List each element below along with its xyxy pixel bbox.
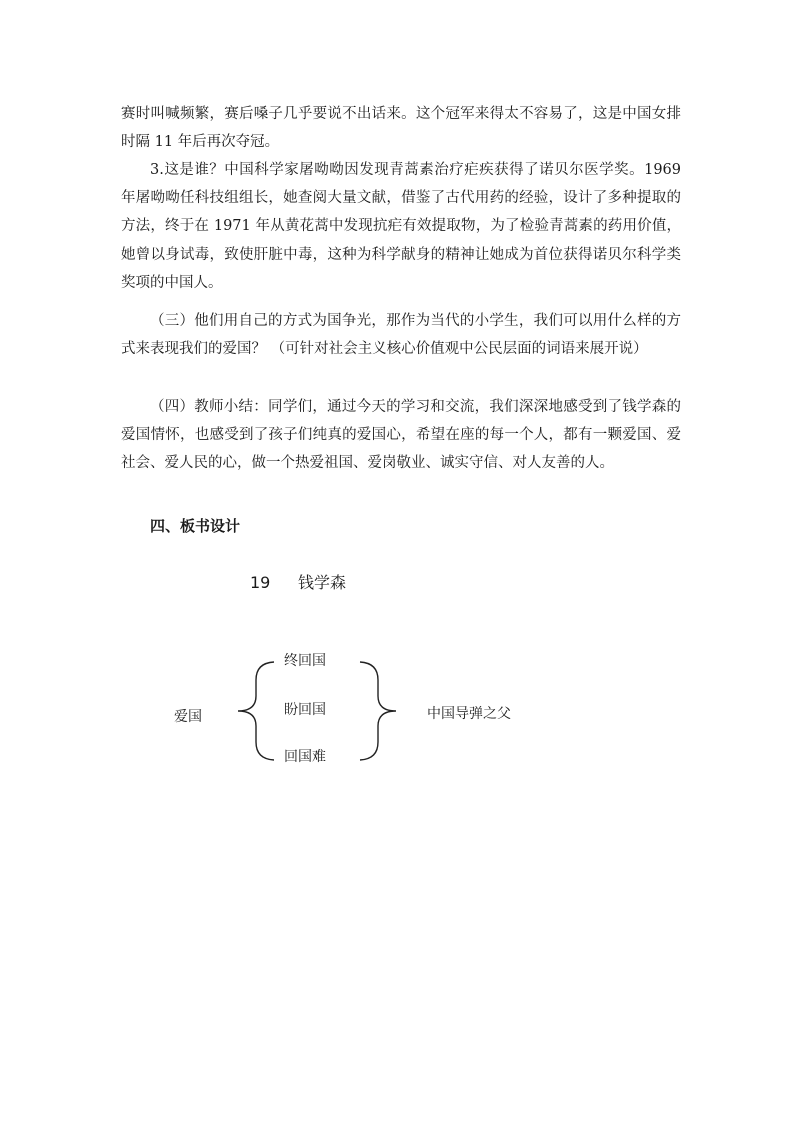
board-left-label: 爱国 [174,709,202,725]
left-brace [238,662,274,760]
paragraph-volleyball: 赛时叫喊频繁，赛后嗓子几乎要说不出话来。这个冠军来得太不容易了，这是中国女排时隔 11 年后再次夺冠。 [121,106,681,151]
board-lesson-number: 19 [250,573,271,592]
paragraph-teacher-summary: （四）教师小结：同学们，通过今天的学习和交流，我们深深地感受到了钱学森的爱国情怀，也感受到了孩子们纯真的爱国心，希望在座的每一个人，都有一颗爱国、爱社会、爱人民的心，做一个热爱祖国、爱岗敬业、诚实守信、对人友善的人。 [121,399,681,472]
board-item-3: 回国难 [284,749,326,765]
right-brace [360,662,396,760]
paragraph-question-three: （三）他们用自己的方式为国争光，那作为当代的小学生，我们可以用什么样的方式来表现我们的爱国？ （可针对社会主义核心价值观中公民层面的词语来展开说） [121,313,681,358]
section-heading: 四、板书设计 [150,517,241,535]
board-item-2: 盼回国 [284,702,326,718]
board-right-label: 中国导弹之父 [427,706,511,722]
board-lesson-title: 钱学森 [298,573,347,592]
paragraph-tu-youyou: 3.这是谁？中国科学家屠呦呦因发现青蒿素治疗疟疾获得了诺贝尔医学奖。1969 年屠呦呦任科技组组长，她查阅大量文献，借鉴了古代用药的经验，设计了多种提取的方法，终于在 1971 年从黄花蒿中发现抗疟有效提取物，为了检验青蒿素的药用价值，她曾以身试毒，致使肝脏中毒，这种为科学献身的精神让她成为首位获得诺贝尔科学类奖项的中国人。 [121,162,681,291]
board-item-1: 终回国 [284,653,326,669]
